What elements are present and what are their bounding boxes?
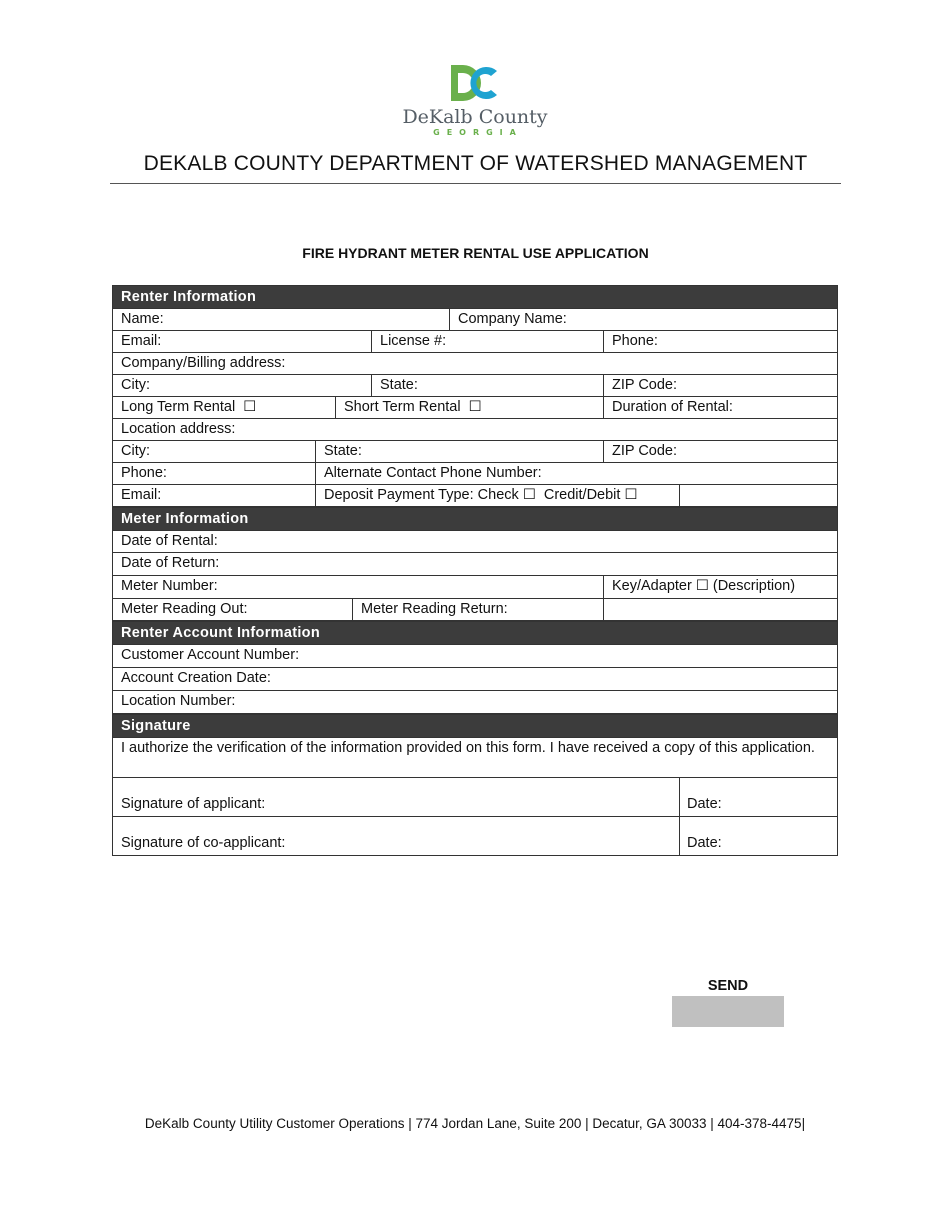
row-location-email (112, 485, 838, 507)
billing-address-field[interactable]: Company/Billing address: (121, 355, 286, 371)
applicant-date-field[interactable]: Date: (687, 796, 722, 812)
dc-logo-icon (449, 62, 501, 104)
row-city (112, 375, 838, 397)
credit-debit-label: Credit/Debit (543, 487, 621, 503)
short-term-label: Short Term Rental (344, 399, 461, 415)
logo-state: GEORGIA (433, 128, 523, 137)
location-number-field[interactable]: Location Number: (121, 693, 236, 709)
checkbox-icon[interactable]: ☐ (243, 399, 257, 415)
header-divider (110, 183, 841, 184)
key-adapter-label: Key/Adapter (612, 578, 692, 594)
row-billing-address (112, 353, 838, 375)
alternate-phone-field[interactable]: Alternate Contact Phone Number: (315, 463, 837, 484)
company-name-field[interactable]: Company Name: (449, 309, 837, 330)
key-adapter-option[interactable] (603, 576, 837, 598)
location-city-field[interactable]: City: (121, 443, 150, 459)
account-creation-date-field[interactable]: Account Creation Date: (121, 670, 271, 686)
date-of-rental-field[interactable]: Date of Rental: (121, 533, 218, 549)
row-location-address (112, 419, 838, 441)
row-location-city (112, 441, 838, 463)
section-signature: Signature (112, 714, 838, 738)
application-form (112, 285, 838, 856)
duration-field[interactable]: Duration of Rental: (603, 397, 837, 418)
phone-field[interactable]: Phone: (603, 331, 837, 352)
section-renter-account-information: Renter Account Information (112, 621, 838, 645)
short-term-rental-option[interactable] (335, 397, 603, 418)
location-email-field[interactable]: Email: (121, 487, 162, 503)
key-adapter-description: (Description) (712, 578, 796, 594)
location-state-field[interactable]: State: (315, 441, 603, 462)
meter-reading-extra-field[interactable] (603, 599, 837, 620)
row-date-return (112, 553, 838, 576)
checkbox-icon[interactable]: ☐ (624, 487, 638, 503)
meter-reading-out-field[interactable]: Meter Reading Out: (121, 601, 248, 617)
name-field[interactable]: Name: (121, 311, 164, 327)
email-field[interactable]: Email: (121, 333, 162, 349)
license-field[interactable]: License #: (371, 331, 603, 352)
authorization-statement: I authorize the verification of the information provided on this form. I have received a copy of this application. (112, 738, 838, 778)
row-meter-number (112, 576, 838, 599)
send-button[interactable] (672, 996, 784, 1027)
long-term-rental-option[interactable] (113, 397, 335, 418)
meter-reading-return-field[interactable]: Meter Reading Return: (352, 599, 603, 620)
co-applicant-date-field[interactable]: Date: (687, 835, 722, 851)
city-field[interactable]: City: (121, 377, 150, 393)
row-email (112, 331, 838, 353)
row-location-number (112, 691, 838, 714)
signature-applicant-field[interactable]: Signature of applicant: (121, 796, 266, 812)
deposit-label: Deposit Payment Type: Check (324, 487, 519, 503)
zip-field[interactable]: ZIP Code: (603, 375, 837, 396)
location-address-field[interactable]: Location address: (121, 421, 236, 437)
department-title: DEKALB COUNTY DEPARTMENT OF WATERSHED MANAGEMENT (143, 152, 808, 175)
deposit-payment-type (315, 485, 679, 506)
send-label: SEND (707, 978, 749, 994)
footer-contact: DeKalb County Utility Customer Operations | 774 Jordan Lane, Suite 200 | Decatur, GA 30033 | 404-378-4475| (144, 1116, 806, 1131)
location-phone-field[interactable]: Phone: (121, 465, 167, 481)
checkbox-icon[interactable]: ☐ (522, 487, 536, 503)
long-term-label: Long Term Rental (121, 399, 236, 415)
customer-account-number-field[interactable]: Customer Account Number: (121, 647, 300, 663)
section-meter-information: Meter Information (112, 507, 838, 531)
checkbox-icon[interactable]: ☐ (468, 399, 482, 415)
row-customer-account (112, 645, 838, 668)
county-logo (400, 62, 550, 147)
location-zip-field[interactable]: ZIP Code: (603, 441, 837, 462)
section-renter-information: Renter Information (112, 285, 838, 309)
row-meter-reading (112, 599, 838, 621)
deposit-extra-field[interactable] (679, 485, 837, 506)
form-title: FIRE HYDRANT METER RENTAL USE APPLICATION (302, 245, 649, 261)
row-date-rental (112, 531, 838, 553)
row-signature-co-applicant (112, 817, 838, 856)
meter-number-field[interactable]: Meter Number: (121, 578, 218, 594)
row-account-creation (112, 668, 838, 691)
logo-county-name: DeKalb County (402, 106, 548, 128)
row-name (112, 309, 838, 331)
state-field[interactable]: State: (371, 375, 603, 396)
signature-co-applicant-field[interactable]: Signature of co-applicant: (121, 835, 286, 851)
row-rental-term (112, 397, 838, 419)
checkbox-icon[interactable]: ☐ (695, 578, 709, 594)
row-signature-applicant (112, 778, 838, 817)
date-of-return-field[interactable]: Date of Return: (121, 555, 220, 571)
row-location-phone (112, 463, 838, 485)
